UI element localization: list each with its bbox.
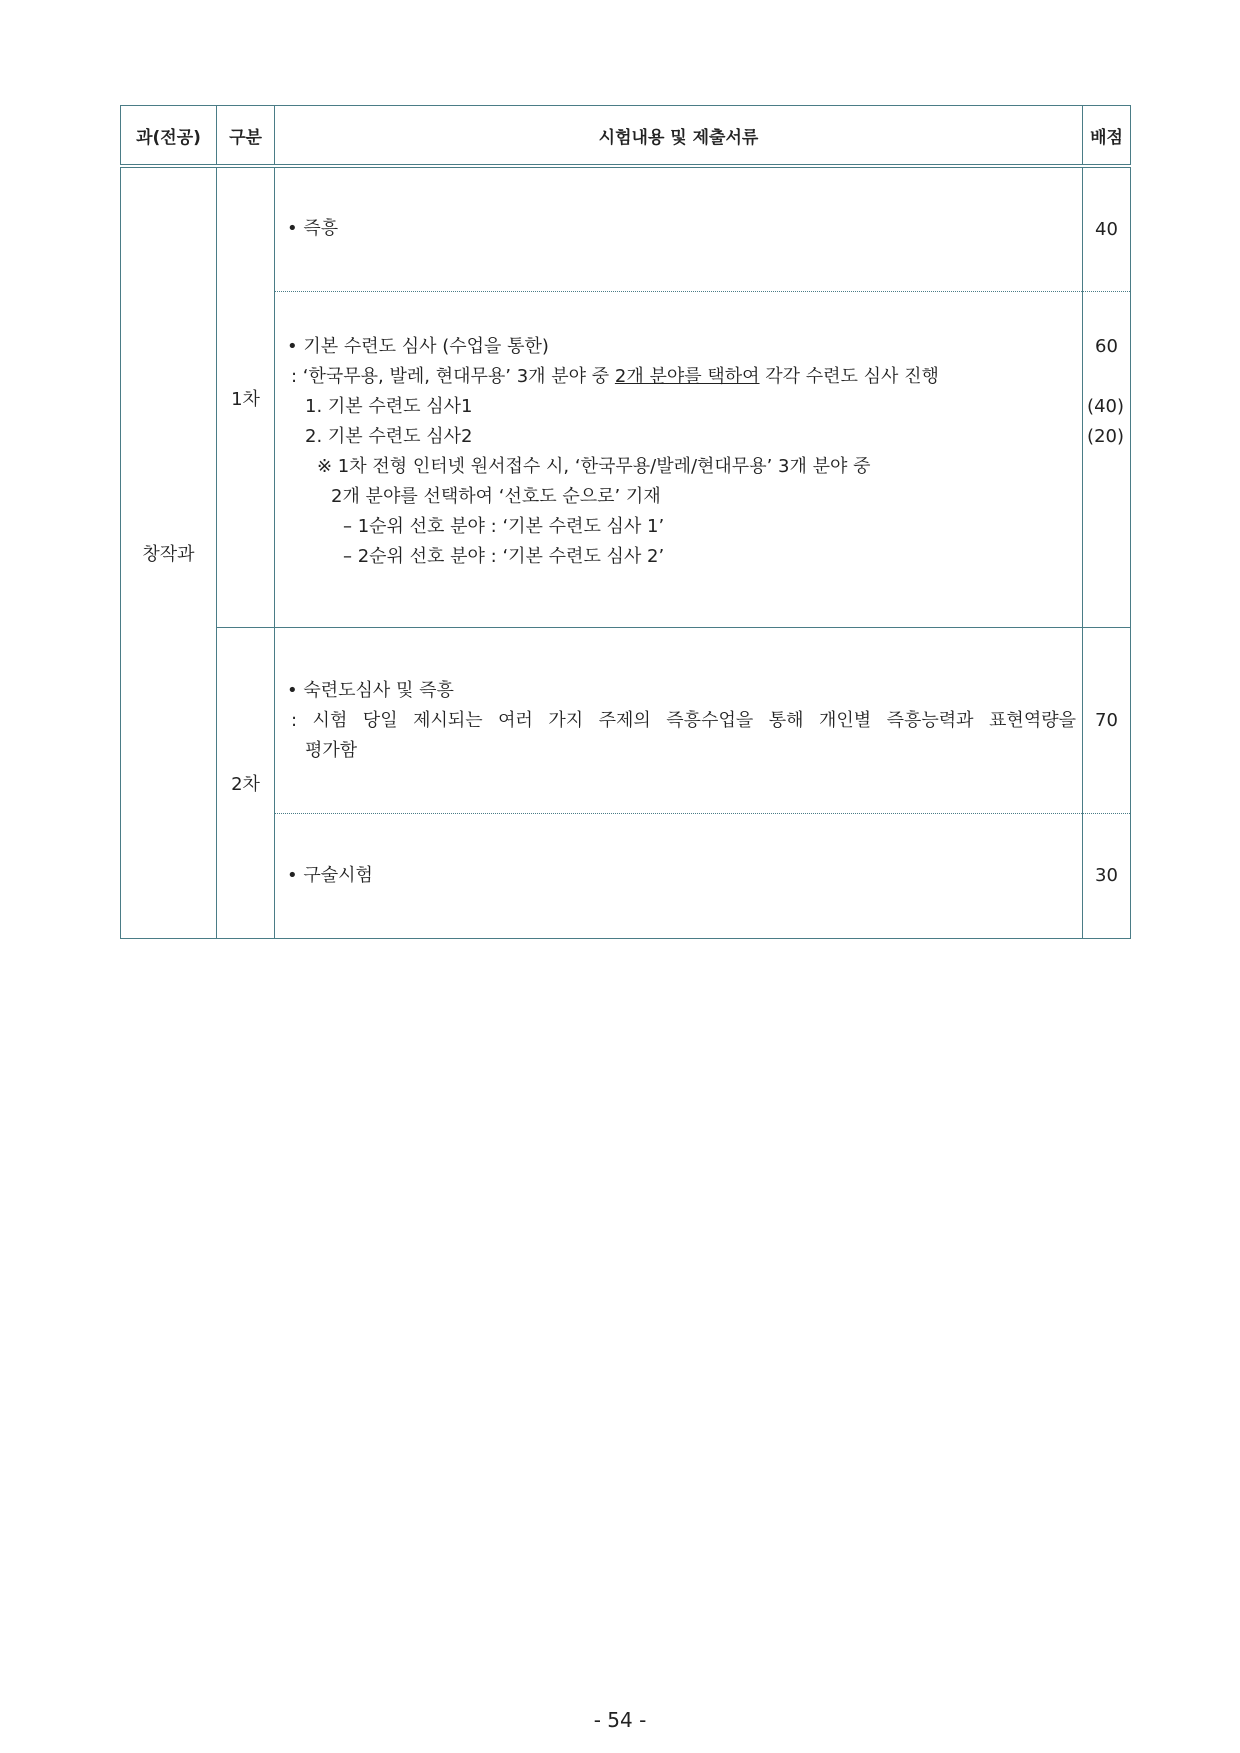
table-row	[121, 166, 1131, 291]
stage2-item2-score: 30	[1083, 813, 1131, 938]
stage1-item1-bullet: • 즉흥	[287, 218, 339, 240]
dept-cell: 창작과	[121, 166, 217, 939]
header-dept: 과(전공)	[121, 106, 217, 167]
stage2-item1-desc2: 평가함	[305, 739, 358, 761]
stage1-item2-score	[1083, 291, 1131, 628]
stage1-item2-note2: 2개 분야를 선택하여 ‘선호도 순으로’ 기재	[331, 485, 661, 507]
stage2-item2-content	[275, 813, 1083, 938]
stage1-item2-content	[275, 291, 1083, 628]
stage2-item1-bullet: • 숙련도심사 및 즉흥	[287, 679, 454, 701]
stage1-item2-desc	[287, 362, 1082, 392]
exam-content-table	[120, 105, 1131, 939]
stage2-item1-content	[275, 628, 1083, 814]
score-blank	[1083, 362, 1130, 392]
stage2-item2-bullet: • 구술시험	[287, 864, 373, 886]
stage1-item2-pref2: – 2순위 선호 분야 : ‘기본 수련도 심사 2’	[343, 545, 665, 567]
desc-pre: : ‘한국무용, 발레, 현대무용’ 3개 분야 중	[291, 365, 615, 387]
stage1-item2-bullet: • 기본 수련도 심사 (수업을 통한)	[287, 335, 549, 357]
stage1-item2-sub2: 2. 기본 수련도 심사2	[305, 425, 473, 447]
stage1-item2-sub1: 1. 기본 수련도 심사1	[305, 395, 473, 417]
header-stage: 구분	[217, 106, 275, 167]
stage2-item1-desc1: : 시험 당일 제시되는 여러 가지 주제의 즉흥수업을 통해 개인별 즉흥능력과 표현역량을	[291, 709, 1076, 731]
stage1-item2-note1: ※ 1차 전형 인터넷 원서접수 시, ‘한국무용/발레/현대무용’ 3개 분야 중	[317, 455, 871, 477]
stage1-item1-content	[275, 166, 1083, 291]
score-sub1: (40)	[1087, 395, 1124, 417]
table-header-row	[121, 106, 1131, 167]
stage2-cell: 2차	[217, 628, 275, 939]
page-number: - 54 -	[593, 1708, 647, 1732]
table-row	[121, 628, 1131, 814]
stage1-item1-score: 40	[1083, 166, 1131, 291]
desc-underline: 2개 분야를 택하여	[614, 365, 760, 387]
score-sub2: (20)	[1087, 425, 1124, 447]
stage1-cell: 1차	[217, 166, 275, 628]
header-content: 시험내용 및 제출서류	[275, 106, 1083, 167]
stage2-item1-score: 70	[1083, 628, 1131, 814]
stage1-item2-pref1: – 1순위 선호 분야 : ‘기본 수련도 심사 1’	[343, 515, 665, 537]
desc-post: 각각 수련도 심사 진행	[759, 365, 939, 387]
header-score: 배점	[1083, 106, 1131, 167]
score-main: 60	[1095, 335, 1118, 357]
